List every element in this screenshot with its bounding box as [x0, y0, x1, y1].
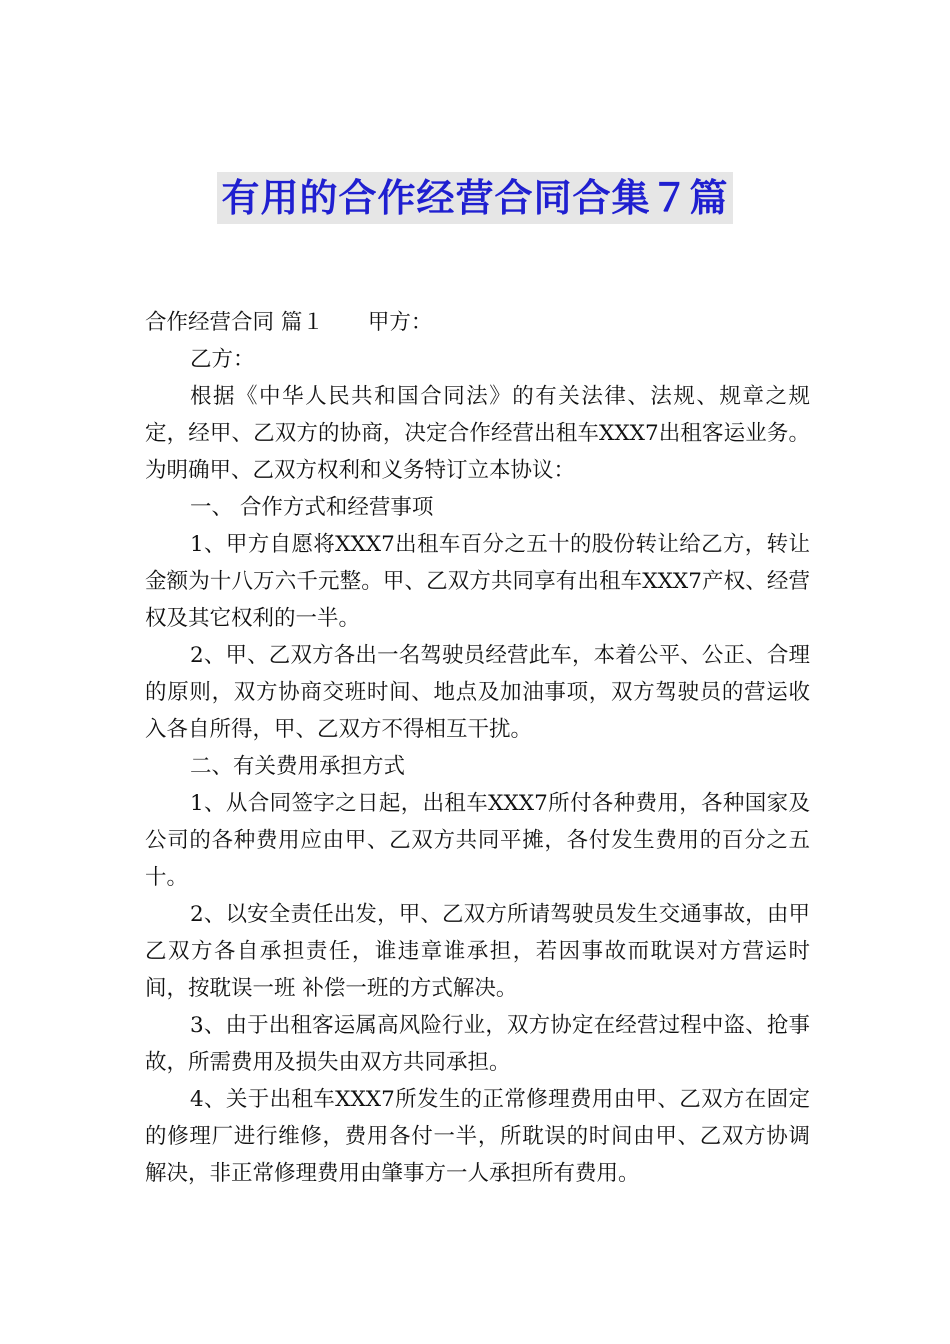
section-heading-line	[145, 304, 810, 341]
paragraph: 4、关于出租车XXX7所发生的正常修理费用由甲、乙双方在固定的修理厂进行维修，费用各付一半，所耽误的时间由甲、乙双方协调解决，非正常修理费用由肇事方一人承担所有费用。	[145, 1087, 810, 1186]
document-title: 有用的合作经营合同合集７篇	[217, 172, 732, 224]
section-heading: 合作经营合同 篇１	[145, 310, 324, 335]
party-a-label: 甲方：	[367, 310, 433, 335]
paragraph: 根据《中华人民共和国合同法》的有关法律、法规、规章之规定，经甲、乙双方的协商，决定合作经营出租车XXX7出租客运业务。为明确甲、乙双方权利和义务特订立本协议：	[145, 384, 810, 483]
paragraph: 3、由于出租客运属高风险行业，双方协定在经营过程中盗、抢事故，所需费用及损失由双方共同承担。	[145, 1013, 810, 1075]
paragraph: 1、甲方自愿将XXX7出租车百分之五十的股份转让给乙方，转让金额为十八万六千元整。甲、乙双方共同享有出租车XXX7产权、经营权及其它权利的一半。	[145, 532, 810, 631]
paragraph: 1、从合同签字之日起，出租车XXX7所付各种费用，各种国家及公司的各种费用应由甲、乙双方共同平摊，各付发生费用的百分之五十。	[145, 791, 810, 890]
paragraph: 2、以安全责任出发，甲、乙双方所请驾驶员发生交通事故，由甲乙双方各自承担责任，谁违章谁承担，若因事故而耽误对方营运时间，按耽误一班 补偿一班的方式解决。	[145, 902, 810, 1001]
clause-heading: 二、有关费用承担方式	[190, 754, 406, 779]
document-body	[145, 304, 810, 1192]
clause-heading: 一、 合作方式和经营事项	[190, 495, 434, 520]
title-container	[0, 172, 950, 224]
party-b-label: 乙方：	[190, 347, 255, 372]
paragraph: 2、甲、乙双方各出一名驾驶员经营此车，本着公平、公正、合理的原则，双方协商交班时间、地点及加油事项，双方驾驶员的营运收入各自所得，甲、乙双方不得相互干扰。	[145, 643, 810, 742]
